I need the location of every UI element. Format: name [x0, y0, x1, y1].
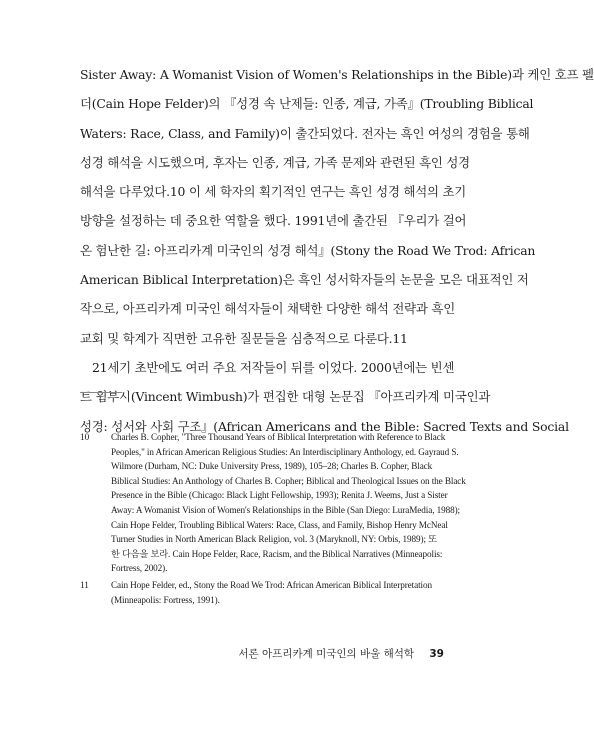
footnote-number: 10	[80, 432, 90, 442]
body-line: 더(Cain Hope Felder)의 『성경 속 난제들: 인종, 계급, 가족』(Troubling Biblical	[80, 96, 534, 112]
footnote	[80, 430, 466, 576]
footnote-line: Wilmore (Durham, NC: Duke University Press, 1989), 105–28; Charles B. Copher, Black	[111, 461, 433, 472]
footnote-line: Turner Studies in North American Black Religion, vol. 3 (Maryknoll, NY: Orbis, 1989); 또	[111, 534, 437, 545]
footnote-line: Cain Hope Felder, Troubling Biblical Waters: Race, Class, and Family, Bishop Henry McNeal	[111, 519, 448, 530]
footnote-line: Biblical Studies: An Anthology of Charles B. Copher; Biblical and Theological Issues on the Black	[111, 475, 466, 486]
body-line: 교회 및 학계가 직면한 고유한 질문들을 심층적으로 다룬다.11	[80, 330, 408, 346]
footnote-line: 한 다음을 보라. Cain Hope Felder, Race, Racism, and the Biblical Narratives (Minneapolis:	[111, 548, 443, 559]
footnote-line: Presence in the Bible (Chicago: Black Light Fellowship, 1993); Renita J. Weems, Just a Sister	[111, 490, 448, 501]
running-footer-title: 서론 아프리카계 미국인의 바울 해석학	[238, 648, 415, 660]
body-line: 트 윔부시(Vincent Wimbush)가 편집한 대형 논문집 『아프리카계 미국인과	[80, 389, 491, 405]
body-line: 성경 해석을 시도했으며, 후자는 인종, 계급, 가족 문제와 관련된 흑인 성경	[80, 154, 470, 170]
body-line: 21세기 초반에도 여러 주요 저작들이 뒤를 이었다. 2000년에는 빈센	[92, 359, 455, 375]
footnote-line: Peoples," in African American Religious Studies: An Interdisciplinary Anthology, ed. Gayraud S.	[111, 446, 459, 457]
footnote-divider	[80, 392, 122, 393]
body-line: Sister Away: A Womanist Vision of Women's Relationships in the Bible)과 케인 호프 펠	[80, 67, 594, 82]
footnotes	[80, 430, 466, 609]
body-line: 성경: 성서와 사회 구조』(African Americans and the Bible: Sacred Texts and Social	[80, 418, 569, 434]
footnote-line: Charles B. Copher, "Three Thousand Years of Biblical Interpretation with Reference to Black	[111, 432, 446, 442]
footnote-line: (Minneapolis: Fortress, 1991).	[111, 594, 220, 605]
body-line: Waters: Race, Class, and Family)이 출간되었다. 전자는 흑인 여성의 경험을 통해	[80, 125, 530, 141]
running-footer	[238, 646, 444, 661]
body-line: American Biblical Interpretation)은 흑인 성서학자들의 논문을 모은 대표적인 저	[80, 272, 529, 288]
body-line: 해석을 다루었다.10 이 세 학자의 획기적인 연구는 흑인 성경 해석의 초기	[80, 184, 467, 200]
footnote-line: Cain Hope Felder, ed., Stony the Road We Trod: African American Biblical Interpretation	[111, 579, 432, 590]
body-text	[80, 60, 594, 441]
footnote-line: Away: A Womanist Vision of Women's Relationships in the Bible (San Diego: LuraMedia, 1988);	[111, 504, 460, 515]
footnote-line: Fortress, 2002).	[111, 563, 168, 574]
body-line: 작으로, 아프리카계 미국인 해석자들이 채택한 다양한 해석 전략과 흑인	[80, 301, 455, 317]
page-number: 39	[429, 648, 444, 660]
body-line: 방향을 설정하는 데 중요한 역할을 했다. 1991년에 출간된 『우리가 걸어	[80, 213, 467, 229]
body-line: 온 험난한 길: 아프리카계 미국인의 성경 해석』(Stony the Road We Trod: African	[80, 242, 536, 258]
footnote	[80, 578, 446, 607]
footnote-number: 11	[80, 579, 89, 590]
